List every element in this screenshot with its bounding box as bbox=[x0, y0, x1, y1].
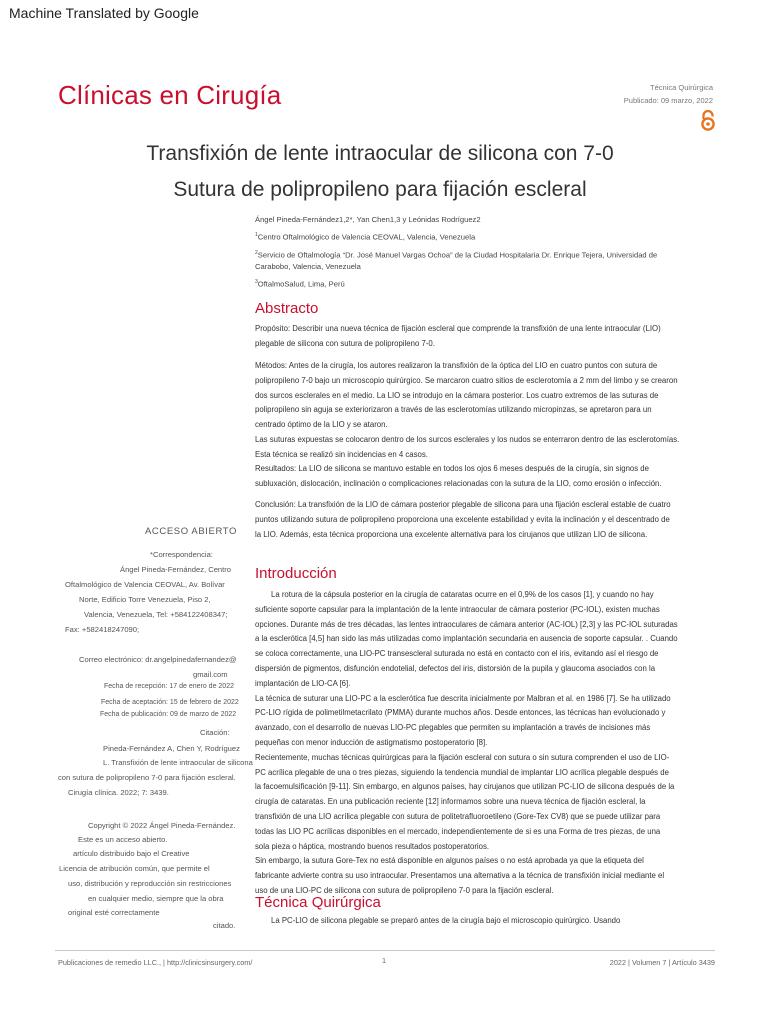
copyright-line: en cualquier medio, siempre que la obra bbox=[88, 894, 224, 903]
translation-banner: Machine Translated by Google bbox=[9, 5, 199, 21]
abstract-purpose: Propósito: Describir una nueva técnica de fijación escleral que comprende la transfixión de una lente intraocular (LIO) plegable de silicona con sutura de polipropileno 7-0. bbox=[255, 324, 661, 348]
correspondence-label: *Correspondencia: bbox=[150, 550, 213, 559]
citation-line: L. Transfixión de lente intraocular de silicona bbox=[103, 758, 253, 767]
open-access-label: ACCESO ABIERTO bbox=[145, 526, 237, 537]
accepted-date: Fecha de aceptación: 15 de febrero de 2022 bbox=[101, 699, 239, 706]
journal-name: Clínicas en Cirugía bbox=[58, 80, 282, 110]
affiliation-3: $^3$OftalmoSalud, Lima, Perú bbox=[255, 279, 345, 289]
article-type: Técnica Quirúrgica bbox=[650, 83, 713, 92]
publication-date: Fecha de publicación: 09 de marzo de 2022 bbox=[100, 711, 237, 718]
page-number: 1 bbox=[382, 956, 387, 965]
abstract-conclusion: Conclusión: La transfixión de la LIO de cámara posterior plegable de silicona para una fijación escleral estable de cuatro puntos utilizando sutura de polipropileno proporciona una excelente estabilidad y evita la inclinación y el descentrado de la LIO. Además, esta técnica proporciona una excelente alternativa para los cirujanos que utilizan LIO de silicona. bbox=[255, 500, 671, 539]
correspondence-line: Ángel Pineda-Fernández, Centro bbox=[120, 565, 232, 574]
affiliation-1: $^1$Centro Oftalmológico de Valencia CEOVAL, Valencia, Venezuela bbox=[255, 232, 476, 242]
footer-volume: 2022 | Volumen 7 | Artículo 3439 bbox=[609, 958, 715, 967]
correspondence-line: Oftalmológico de Valencia CEOVAL, Av. Bolívar bbox=[65, 580, 225, 589]
footer-divider bbox=[55, 950, 715, 951]
introduction-heading: Introducción bbox=[255, 565, 337, 582]
copyright-line: uso, distribución y reproducción sin restricciones bbox=[68, 879, 232, 888]
copyright-line: Este es un acceso abierto. bbox=[78, 835, 168, 844]
copyright-line: Copyright © 2022 Ángel Pineda-Fernández. bbox=[88, 821, 236, 830]
abstract-heading: Abstracto bbox=[255, 300, 319, 317]
copyright-line: Licencia de atribución común, que permite el bbox=[59, 864, 210, 873]
introduction-body: La rotura de la cápsula posterior en la cirugía de cataratas ocurre en el 0,9% de los casos [1], y cuando no hay suficiente soporte capsular para la implantación de la lente intraocular de cámara posterior (PC-IOL), existen muchas opciones. Durante más de tres décadas, las lentes intraoculares de cámara anterior (AC-IOL) [2,3] y las PC-IOL suturadas a la esclerótica [4,5] han sido las más utilizadas como implantación secundaria en ausencia de soporte capsular. . Cuando se coloca correctamente, una LIO-PC transescleral suturada no está en contacto con el iris, evitando así el riesgo de dispersión de pigmentos, disfunción endotelial, defectos del iris, distorsión de la pupila y glaucoma asociados con la implantación de LIO-CA [6]. La técnica de suturar una LIO-PC a la esclerótica fue descrita inicialmente por Malbran et al. en 1986 [7]. Se ha utilizado PC-LIO rígida de polimetilmetacrilato (PMMA) durante muchos años. Desde entonces, las técnicas han evolucionado y avanzado, con el desarrollo de nuevas LIO-PC plegables que permiten su implantación a través de incisiones más pequeñas con menor inducción de astigmatismo postoperatorio [8]. Recientemente, muchas técnicas quirúrgicas para la fijación escleral con sutura o sin sutura comprenden el uso de LIO- PC acrílica plegable de una o tres piezas, siguiendo la tendencia mundial de implantar LIO acrílica plegable después de la facoemulsificación [9-11]. Sin embargo, en algunos países, hay cirujanos que utilizan PC-LIO de silicona después de la cirugía de cataratas. En una publicación reciente [12] informamos sobre una nueva técnica de fijación escleral, la transfixión de una LIO acrílica plegable con sutura de politetrafluoroetileno (Gore-Tex CV8) que se puede utilizar para todas las LIO PC acrílicas disponibles en el mercado, independientemente de si es una Forma de tres piezas, de una sola pieza o háptica, mostrando buenos resultados postoperatorios. Sin embargo, la sutura Gore-Tex no está disponible en algunos países o no está aprobada ya que la etiqueta del fabricante advierte contra su uso intraocular. Presentamos una alternativa a la técnica de transfixión inicial mediante el uso de una LIO-PC de silicona con sutura de polipropileno 7-0 para la fijación escleral. bbox=[255, 590, 678, 895]
copyright-line: original esté correctamente bbox=[68, 908, 160, 917]
correspondence-line: Fax: +582418247090; bbox=[65, 625, 140, 634]
correspondence-line: Valencia, Venezuela, Tel: +584122408347; bbox=[84, 610, 228, 619]
citation-line: Pineda-Fernández A, Chen Y, Rodríguez bbox=[103, 744, 240, 753]
published-date: Publicado: 09 marzo, 2022 bbox=[623, 96, 713, 105]
citation-label: Citación: bbox=[200, 728, 230, 737]
abstract-methods: Métodos: Antes de la cirugía, los autores realizaron la transfixión de la óptica del LIO en cuatro puntos con sutura de polipropileno 7-0 bajo un microscopio quirúrgico. Se marcaron cuatro sitios de esclerotomía a 2 mm del limbo y se crearon dos surcos esclerales en el medio. La LIO se introdujo en la cámara posterior. Los cuatro extremos de las suturas de polipropileno sin aguja se exteriorizaron a través de las esclerotomías utilizando micropinzas, se apretaron para un centrado óptimo de la LIO y se ataron. Las suturas expuestas se colocaron dentro de los surcos esclerales y los nudos se enterraron dentro de las esclerotomías. Esta técnica se realizó sin incidencias en 4 casos. bbox=[255, 361, 680, 459]
received-date: Fecha de recepción: 17 de enero de 2022 bbox=[104, 683, 234, 690]
email-address-cont[interactable]: gmail.com bbox=[193, 670, 228, 679]
title-line-2: Sutura de polipropileno para fijación escleral bbox=[173, 178, 587, 201]
abstract-results: Resultados: La LIO de silicona se mantuvo estable en todos los ojos 6 meses después de la cirugía, sin signos de subluxación, dislocación, inclinación o complicaciones relacionadas con la sutura de la LIO, como erosión o infección. bbox=[255, 464, 662, 488]
open-access-lock-icon bbox=[699, 109, 717, 131]
surgical-technique-heading: Técnica Quirúrgica bbox=[255, 894, 381, 911]
copyright-line: citado. bbox=[213, 921, 236, 930]
copyright-line: artículo distribuido bajo el Creative bbox=[73, 849, 190, 858]
correspondence-line: Norte, Edificio Torre Venezuela, Piso 2, bbox=[79, 595, 211, 604]
citation-line: Cirugía clínica. 2022; 7: 3439. bbox=[68, 788, 169, 797]
citation-line: con sutura de polipropileno 7-0 para fijación escleral. bbox=[58, 773, 236, 782]
authors: Ángel Pineda-Fernández1,2*, Yan Chen1,3 y Leónidas Rodríguez2 bbox=[255, 215, 481, 224]
surgical-technique-body: La PC-LIO de silicona plegable se preparó antes de la cirugía bajo el microscopio quirúrgico. Usando bbox=[271, 916, 621, 925]
title-line-1: Transfixión de lente intraocular de silicona con 7-0 bbox=[146, 142, 614, 165]
email-address[interactable]: Correo electrónico: dr.angelpinedafernandez@ bbox=[79, 655, 237, 664]
footer-publisher-link[interactable]: Publicaciones de remedio LLC., | http://clinicsinsurgery.com/ bbox=[58, 958, 253, 967]
affiliation-2: $^2$Servicio de Oftalmología “Dr. José Manuel Vargas Ochoa” de la Ciudad Hospitalaria Dr. Enrique Tejera, Universidad de bbox=[255, 250, 658, 260]
affiliation-2-cont: Carabobo, Valencia, Venezuela bbox=[255, 262, 361, 271]
